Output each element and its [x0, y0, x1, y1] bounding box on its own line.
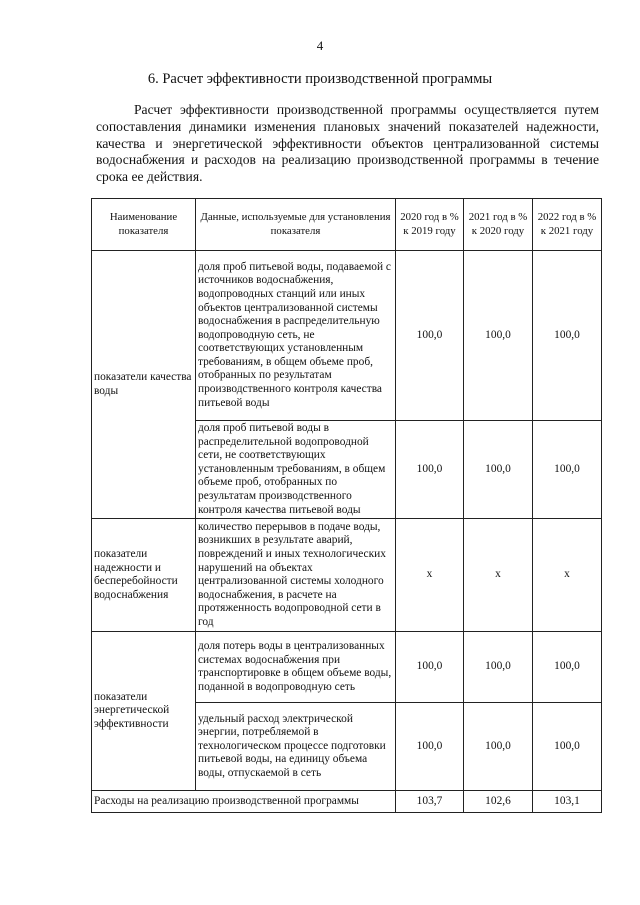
table-row	[92, 519, 602, 632]
value-cell: x	[533, 519, 602, 632]
table-row	[92, 251, 602, 421]
expenses-value-2020: 103,7	[396, 791, 464, 813]
intro-paragraph: Расчет эффективности производственной программы осуществляется путем сопоставления динамики изменения плановых значений показателей надежности, качества и энергетической эффективности объектов централизованной системы водоснабжения и расходов на реализацию производственной программы в течение срока ее действия.	[96, 102, 599, 185]
value-cell: 100,0	[464, 703, 533, 791]
header-indicator: Наименование показателя	[92, 199, 196, 251]
value-cell: 100,0	[533, 251, 602, 421]
value-cell: x	[396, 519, 464, 632]
indicator-water-quality: показатели качества воды	[92, 251, 196, 519]
value-cell: 100,0	[464, 632, 533, 703]
indicator-reliability: показатели надежности и бесперебойности водоснабжения	[92, 519, 196, 632]
data-cell: доля проб питьевой воды, подаваемой с источников водоснабжения, водопроводных станций или иных объектов централизованной системы водоснабжения в распределительную водопроводную сеть, не соответствующих установленным требованиям, в общем объеме проб, отобранных по результатам производственного контроля качества питьевой воды	[196, 251, 396, 421]
header-year-2020: 2020 год в % к 2019 году	[396, 199, 464, 251]
data-cell: доля проб питьевой воды в распределительной водопроводной сети, не соответствующих установленным требованиям, в общем объеме проб, отобранных по результатам производственного контроля качества питьевой воды	[196, 421, 396, 519]
expenses-value-2021: 102,6	[464, 791, 533, 813]
value-cell: 100,0	[464, 421, 533, 519]
header-year-2022: 2022 год в % к 2021 году	[533, 199, 602, 251]
value-cell: x	[464, 519, 533, 632]
table-header-row	[92, 199, 602, 251]
expenses-label: Расходы на реализацию производственной программы	[92, 791, 396, 813]
data-cell: доля потерь воды в централизованных системах водоснабжения при транспортировке в общем объеме воды, поданной в водопроводную сеть	[196, 632, 396, 703]
value-cell: 100,0	[396, 632, 464, 703]
value-cell: 100,0	[396, 703, 464, 791]
table-footer-row	[92, 791, 602, 813]
value-cell: 100,0	[464, 251, 533, 421]
page-number: 4	[316, 38, 324, 53]
value-cell: 100,0	[396, 251, 464, 421]
value-cell: 100,0	[396, 421, 464, 519]
efficiency-table	[91, 198, 602, 813]
section-title: 6. Расчет эффективности производственной программы	[147, 71, 493, 87]
header-year-2021: 2021 год в % к 2020 году	[464, 199, 533, 251]
value-cell: 100,0	[533, 703, 602, 791]
table-row	[92, 632, 602, 703]
data-cell: удельный расход электрической энергии, потребляемой в технологическом процессе подготовки питьевой воды, на единицу объема воды, отпускаемой в сеть	[196, 703, 396, 791]
data-cell: количество перерывов в подаче воды, возникших в результате аварий, повреждений и иных технологических нарушений на объектах централизованной системы холодного водоснабжения, в расчете на протяженность водопроводной сети в год	[196, 519, 396, 632]
header-data: Данные, используемые для установления показателя	[196, 199, 396, 251]
value-cell: 100,0	[533, 421, 602, 519]
indicator-energy-efficiency: показатели энергетической эффективности	[92, 632, 196, 791]
value-cell: 100,0	[533, 632, 602, 703]
expenses-value-2022: 103,1	[533, 791, 602, 813]
